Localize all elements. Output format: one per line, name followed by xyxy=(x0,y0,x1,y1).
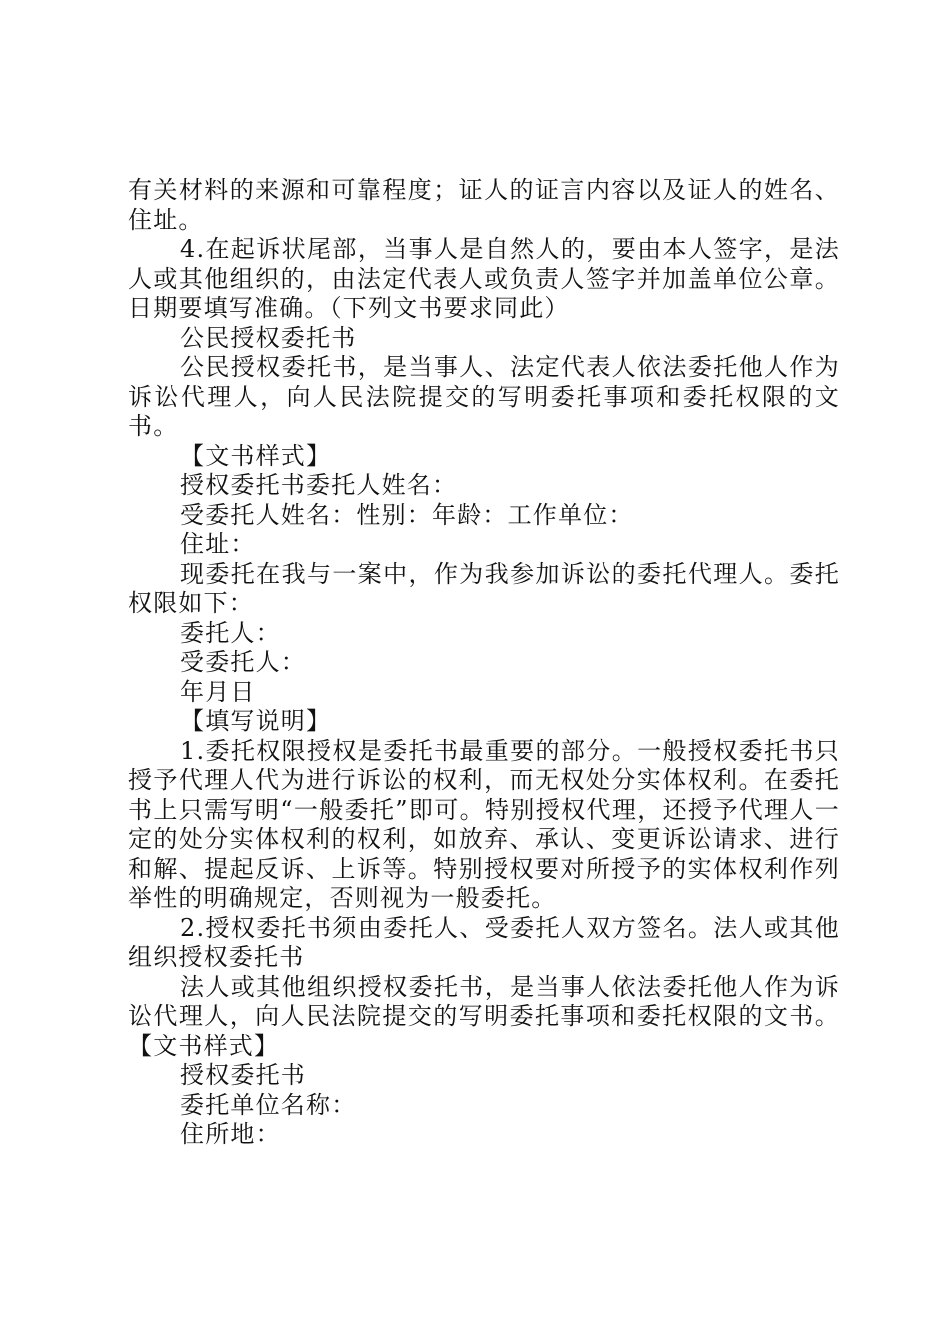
paragraph: 法人或其他组织授权委托书，是当事人依法委托他人作为诉讼代理人，向人民法院提交的写明委托事项和委托权限的文书。【文书样式】 xyxy=(128,972,840,1060)
form-line: 受委托人姓名：性别：年龄：工作单位： xyxy=(180,500,634,529)
section-label: 【填写说明】 xyxy=(180,707,332,735)
form-line: 授权委托书委托人姓名： xyxy=(180,471,458,499)
paragraph: 现委托在我与一案中，作为我参加诉讼的委托代理人。委托权限如下： xyxy=(128,559,840,617)
section-label: 【文书样式】 xyxy=(180,441,332,470)
form-line: 受委托人： xyxy=(180,648,306,676)
document-body xyxy=(128,176,840,1150)
form-line: 年月日 xyxy=(180,677,256,706)
paragraph: 4.在起诉状尾部，当事人是自然人的，要由本人签字，是法人或其他组织的，由法定代表人或负责人签字并加盖单位公章。日期要填写准确。（下列文书要求同此） xyxy=(128,235,840,322)
section-heading: 公民授权委托书 xyxy=(180,323,357,352)
paragraph: 公民授权委托书，是当事人、法定代表人依法委托他人作为诉讼代理人，向人民法院提交的写明委托事项和委托权限的文书。 xyxy=(128,353,840,440)
paragraph: 有关材料的来源和可靠程度；证人的证言内容以及证人的姓名、住址。 xyxy=(128,176,840,234)
form-line: 委托人： xyxy=(180,618,281,647)
paragraph: 1.委托权限授权是委托书最重要的部分。一般授权委托书只授予代理人代为进行诉讼的权利，而无权处分实体权利。在委托书上只需写明“一般委托”即可。特别授权代理，还授予代理人一定的处分实体权利的权利，如放弃、承认、变更诉讼请求、进行和解、提起反诉、上诉等。特别授权要对所授予的实体权利作列举性的明确规定，否则视为一般委托。 xyxy=(128,736,840,912)
form-line: 住所地： xyxy=(180,1120,281,1148)
section-heading: 授权委托书 xyxy=(180,1061,306,1089)
form-line: 住址： xyxy=(180,530,256,558)
paragraph: 2.授权委托书须由委托人、受委托人双方签名。法人或其他组织授权委托书 xyxy=(128,913,840,971)
form-line: 委托单位名称： xyxy=(180,1090,357,1119)
